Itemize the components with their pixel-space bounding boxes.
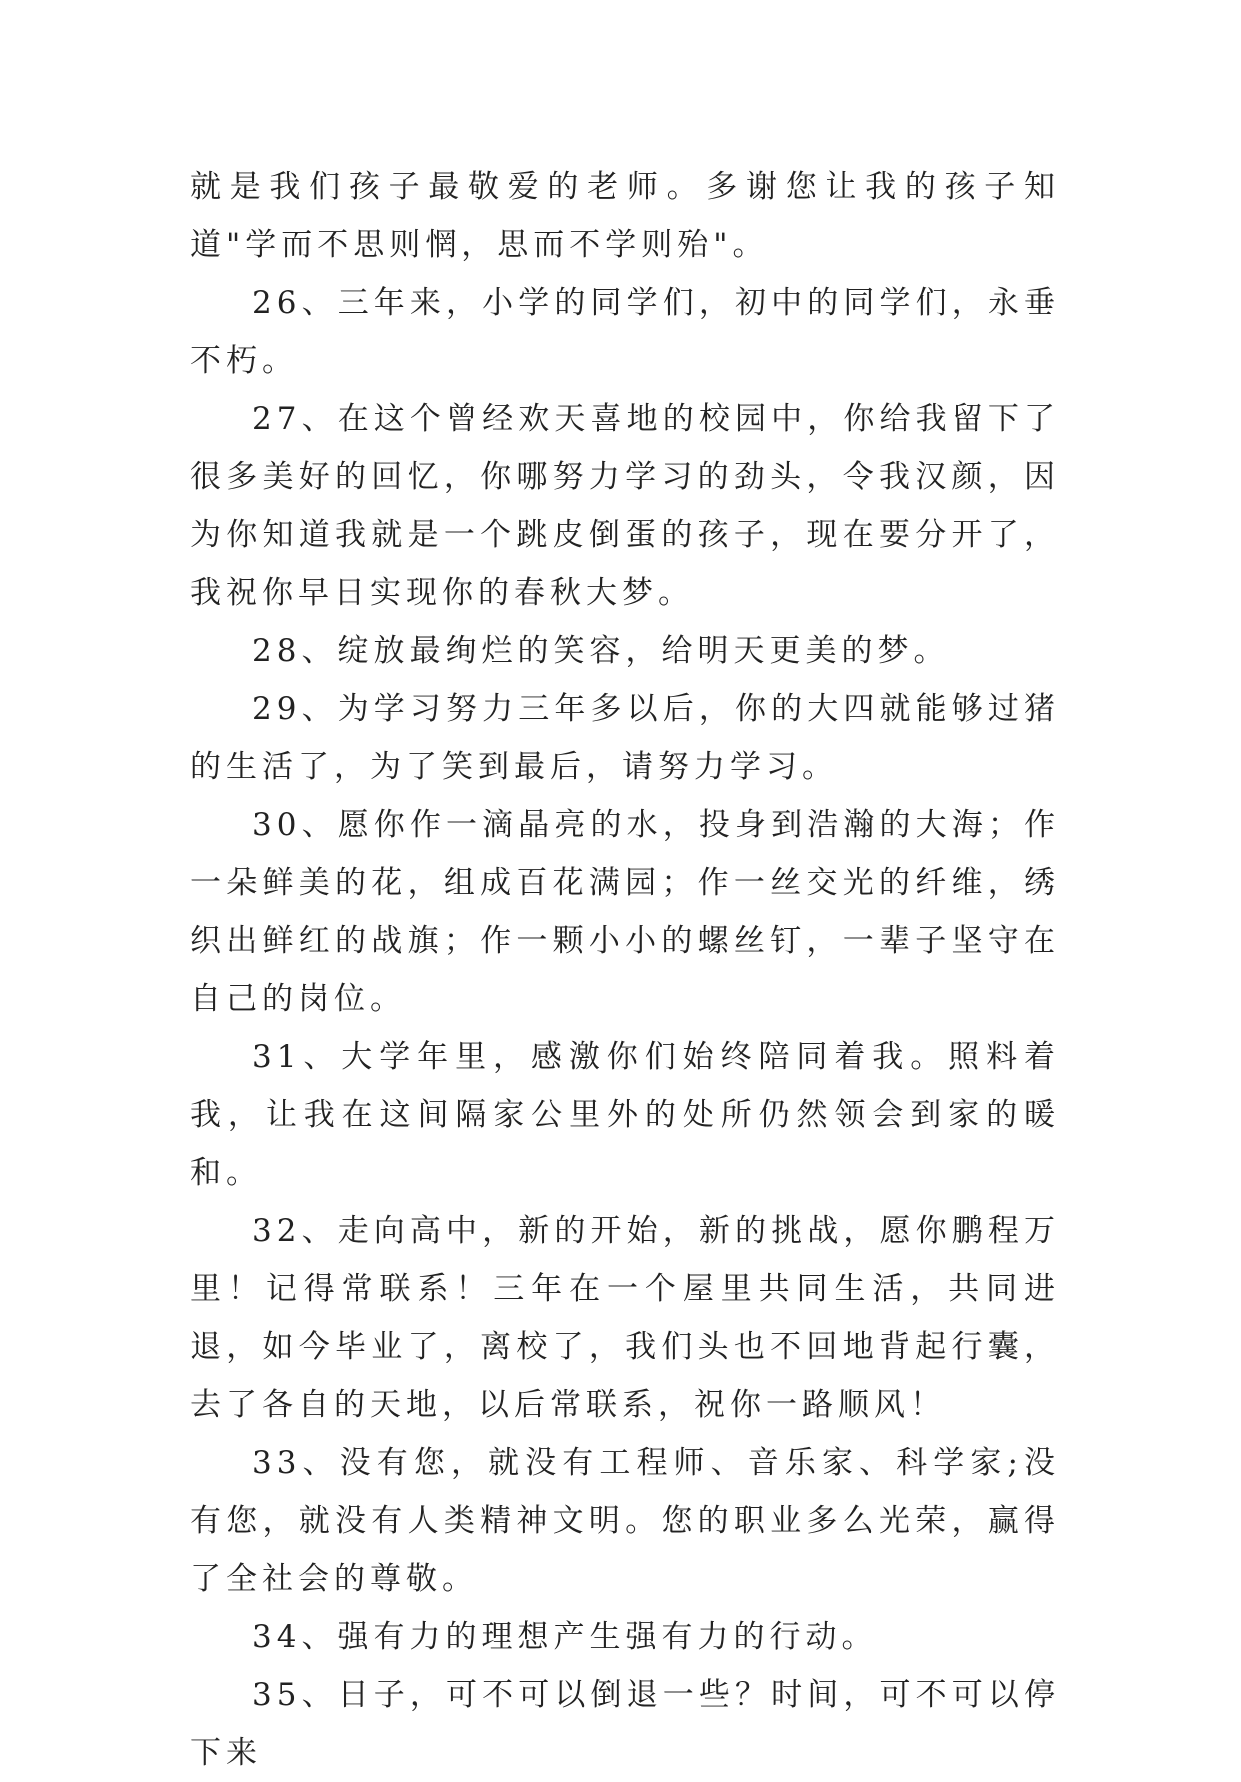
- paragraph-34: 34、强有力的理想产生强有力的行动。: [252, 1619, 878, 1655]
- paragraph-31: 31、大学年里，感激你们始终陪同着我。照料着我，让我在这间隔家公里外的处所仍然领会到家的暖和。: [190, 1039, 1060, 1191]
- paragraph-29: 29、为学习努力三年多以后，你的大四就能够过猪的生活了，为了笑到最后，请努力学习。: [190, 691, 1060, 785]
- document-body: [190, 158, 1060, 1782]
- paragraph-26: 26、三年来，小学的同学们，初中的同学们，永垂不朽。: [190, 285, 1060, 379]
- paragraph-28: 28、绽放最绚烂的笑容，给明天更美的梦。: [252, 633, 950, 669]
- paragraph-27: 27、在这个曾经欢天喜地的校园中，你给我留下了很多美好的回忆，你哪努力学习的劲头，令我汉颜，因为你知道我就是一个跳皮倒蛋的孩子，现在要分开了，我祝你早日实现你的春秋大梦。: [190, 401, 1060, 611]
- paragraph-32: 32、走向高中，新的开始，新的挑战，愿你鹏程万里！记得常联系！三年在一个屋里共同生活，共同进退，如今毕业了，离校了，我们头也不回地背起行囊，去了各自的天地，以后常联系，祝你一路顺风！: [190, 1213, 1060, 1423]
- paragraph-33: 33、没有您，就没有工程师、音乐家、科学家;没有您，就没有人类精神文明。您的职业多么光荣，赢得了全社会的尊敬。: [190, 1445, 1060, 1597]
- paragraph-continuation: 就是我们孩子最敬爱的老师。多谢您让我的孩子知道"学而不思则惘，思而不学则殆"。: [190, 169, 1060, 263]
- paragraph-30: 30、愿你作一滴晶亮的水，投身到浩瀚的大海；作一朵鲜美的花，组成百花满园；作一丝交光的纤维，绣织出鲜红的战旗；作一颗小小的螺丝钉，一辈子坚守在自己的岗位。: [190, 807, 1060, 1017]
- paragraph-35: 35、日子，可不可以倒退一些？时间，可不可以停下来: [190, 1677, 1060, 1771]
